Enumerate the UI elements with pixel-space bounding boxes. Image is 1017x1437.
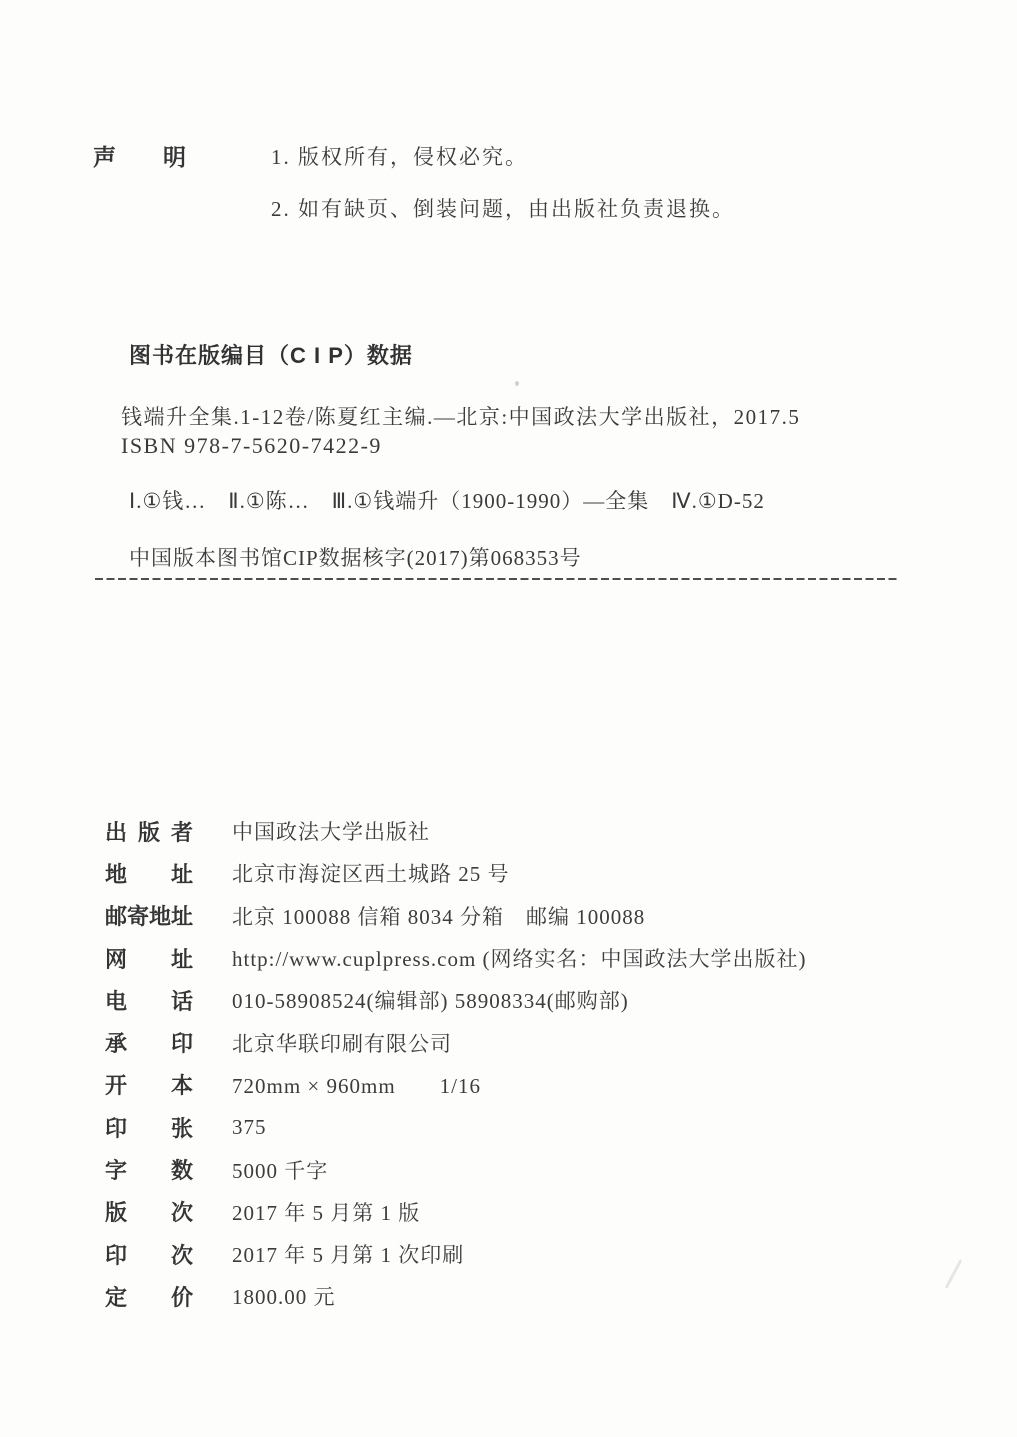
- table-row: [105, 895, 965, 937]
- cip-isbn-line: ISBN 978-7-5620-7422-9: [121, 433, 382, 458]
- cip-title-line: 钱端升全集.1-12卷/陈夏红主编.—北京:中国政法大学出版社，2017.5: [121, 405, 801, 429]
- table-row: [105, 1275, 965, 1317]
- row-value: 北京市海淀区西土城路 25 号: [232, 862, 510, 887]
- row-label: 地址: [105, 861, 193, 887]
- row-label: 开本: [105, 1073, 193, 1099]
- declaration-heading: 声明: [93, 144, 186, 170]
- row-label: 出版者: [105, 819, 193, 845]
- row-value: 010-58908524(编辑部) 58908334(邮购部): [232, 989, 629, 1014]
- dashed-divider: [95, 578, 898, 580]
- table-row: [105, 1148, 965, 1190]
- row-label: 邮寄地址: [105, 904, 194, 930]
- table-row: [105, 1233, 965, 1275]
- table-row: [105, 810, 965, 852]
- row-label: 版次: [105, 1200, 193, 1226]
- table-row: [105, 1106, 965, 1148]
- row-value: 2017 年 5 月第 1 次印刷: [232, 1243, 465, 1268]
- row-label: 字数: [105, 1158, 193, 1184]
- colophon-table: [105, 810, 965, 1318]
- row-value: 720mm × 960mm 1/16: [232, 1073, 482, 1098]
- row-label: 网址: [105, 946, 193, 972]
- cip-classification-line: Ⅰ.①钱… Ⅱ.①陈… Ⅲ.①钱端升（1900-1990）—全集 Ⅳ.①D-52: [129, 489, 765, 513]
- declaration-item: 1. 版权所有，侵权必究。: [271, 145, 528, 169]
- row-label: 定价: [105, 1284, 193, 1310]
- row-value: 5000 千字: [232, 1158, 329, 1183]
- row-label: 电话: [105, 988, 193, 1014]
- cip-heading: 图书在版编目（C I P）数据: [129, 343, 413, 368]
- table-row: [105, 979, 965, 1021]
- row-label: 承印: [105, 1031, 193, 1057]
- row-value: 375: [232, 1114, 267, 1139]
- row-value: 1800.00 元: [232, 1285, 336, 1310]
- row-value: 中国政法大学出版社: [232, 820, 430, 845]
- row-label: 印张: [105, 1115, 193, 1141]
- row-value: http://www.cuplpress.com (网络实名：中国政法大学出版社): [232, 947, 807, 972]
- table-row: [105, 1021, 965, 1063]
- row-label: 印次: [105, 1242, 193, 1268]
- cip-record-number: 中国版本图书馆CIP数据核字(2017)第068353号: [129, 546, 582, 570]
- table-row: [105, 1064, 965, 1106]
- table-row: [105, 852, 965, 894]
- table-row: [105, 937, 965, 979]
- row-value: 北京华联印刷有限公司: [232, 1031, 452, 1056]
- declaration-item: 2. 如有缺页、倒装问题，由出版社负责退换。: [271, 197, 735, 221]
- table-row: [105, 1191, 965, 1233]
- scan-artifact: [515, 381, 519, 386]
- row-value: 北京 100088 信箱 8034 分箱 邮编 100088: [232, 904, 646, 929]
- row-value: 2017 年 5 月第 1 版: [232, 1200, 421, 1225]
